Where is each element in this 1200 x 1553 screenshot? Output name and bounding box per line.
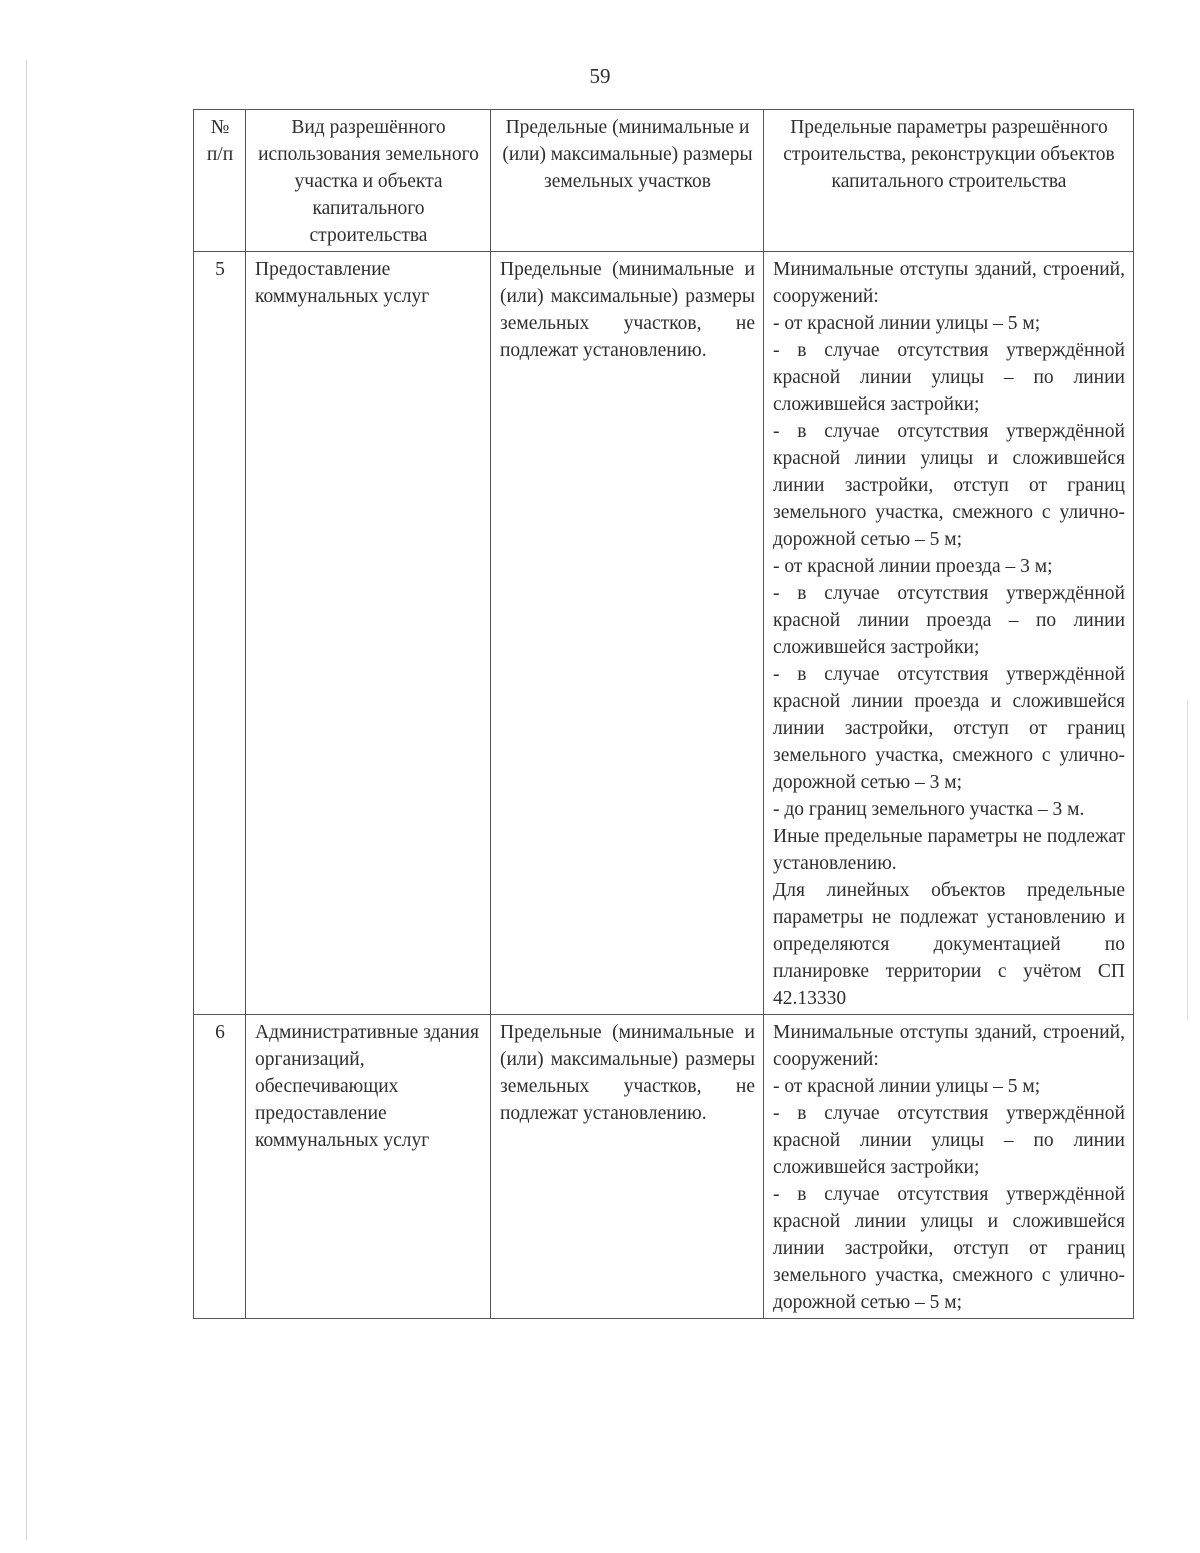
parameter-item: - до границ земельного участка – 3 м. [773,799,1085,820]
row-land-use: Административные здания организаций, обеспечивающих предоставление коммунальных услуг [246,1015,491,1319]
header-number-abbr: п/п [206,144,234,165]
regulations-table [193,109,1134,1319]
parameter-item: - в случае отсутствия утверждённой красной линии улицы и сложившейся линии застройки, отступ от границ земельного участка, смежного с улично-дорожной сетью – 5 м; [773,1184,1125,1313]
parameter-item: - от красной линии улицы – 5 м; [773,1076,1041,1097]
parameter-item: Минимальные отступы зданий, строений, сооружений: [773,259,1125,307]
parameter-item: - от красной линии улицы – 5 м; [773,313,1041,334]
parameter-item: - в случае отсутствия утверждённой красной линии улицы и сложившейся линии застройки, отступ от границ земельного участка, смежного с улично-дорожной сетью – 5 м; [773,421,1125,550]
parameter-item: Иные предельные параметры не подлежат установлению. [773,826,1125,874]
row-plot-sizes: Предельные (минимальные и (или) максимальные) размеры земельных участков, не подлежат установлению. [491,1015,764,1319]
parameter-item: - от красной линии проезда – 3 м; [773,556,1053,577]
row-number: 5 [194,252,246,1015]
row-land-use: Предоставление коммунальных услуг [246,252,491,1015]
scan-edge-left [26,60,27,1540]
parameter-item: Минимальные отступы зданий, строений, сооружений: [773,1022,1125,1070]
table-row [194,1015,1134,1319]
parameter-item: - в случае отсутствия утверждённой красной линии проезда – по линии сложившейся застройки; [773,583,1125,658]
scan-edge-right [1187,700,1188,1020]
header-plot-sizes: Предельные (минимальные и (или) максимальные) размеры земельных участков [491,110,764,252]
parameter-item: - в случае отсутствия утверждённой красной линии улицы – по линии сложившейся застройки; [773,340,1125,415]
table-header-row [194,110,1134,252]
row-number: 6 [194,1015,246,1319]
header-parameters: Предельные параметры разрешённого строительства, реконструкции объектов капитального строительства [764,110,1134,252]
row-parameters [764,252,1134,1015]
table-row [194,252,1134,1015]
page-number: 59 [589,64,611,88]
parameter-item: Для линейных объектов предельные параметры не подлежат установлению и определяются документацией по планировке территории с учётом СП 42.13330 [773,880,1125,1009]
row-parameters [764,1015,1134,1319]
header-number [194,110,246,252]
parameter-item: - в случае отсутствия утверждённой красной линии проезда и сложившейся линии застройки, отступ от границ земельного участка, смежного с улично-дорожной сетью – 3 м; [773,664,1125,793]
header-land-use: Вид разрешённого использования земельного участка и объекта капитального строительства [246,110,491,252]
row-plot-sizes: Предельные (минимальные и (или) максимальные) размеры земельных участков, не подлежат установлению. [491,252,764,1015]
parameter-item: - в случае отсутствия утверждённой красной линии улицы – по линии сложившейся застройки; [773,1103,1125,1178]
header-number-symbol: № [210,117,230,138]
